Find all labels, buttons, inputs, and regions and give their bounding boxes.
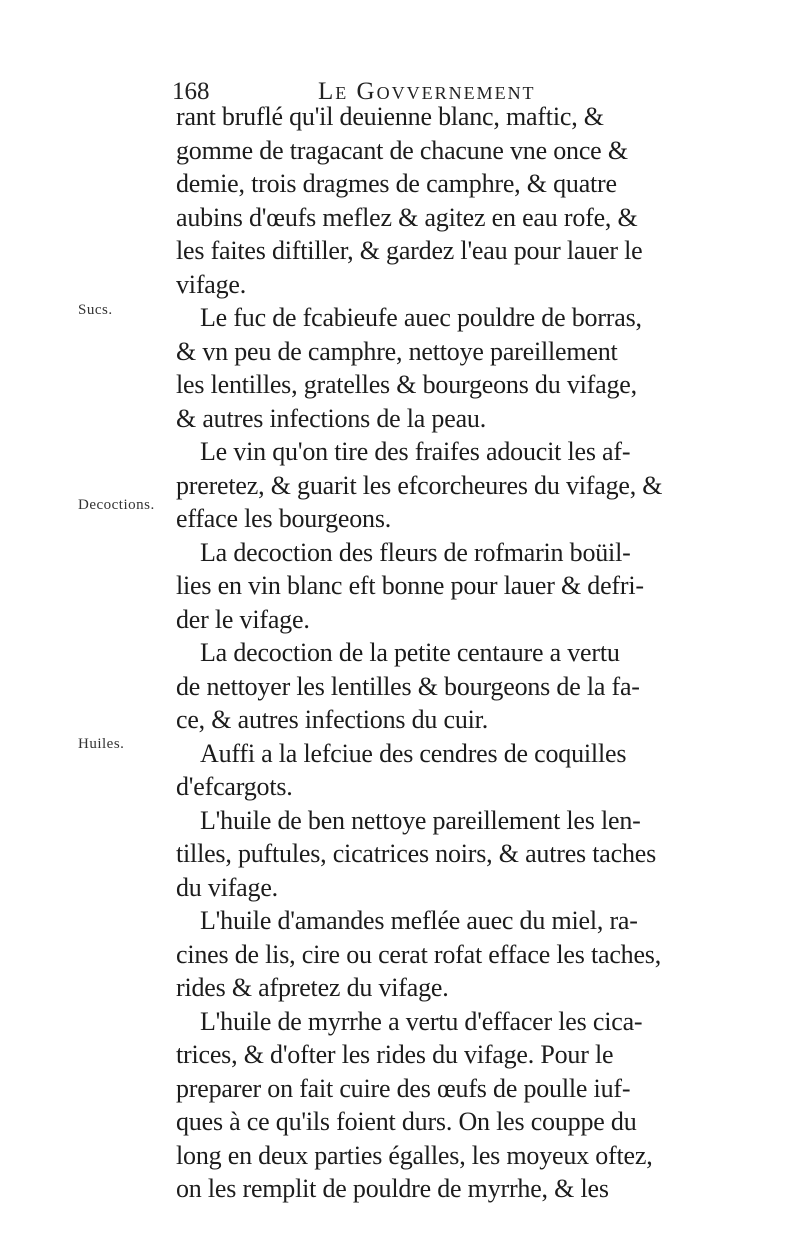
text-line: vifage. xyxy=(176,269,247,299)
margin-note-huiles: Huiles. xyxy=(78,736,125,752)
running-title: Le Govvernement xyxy=(318,78,536,105)
text-line: aubins d'œufs meflez & agitez en eau rofe, & xyxy=(176,202,638,232)
text-line: efface les bourgeons. xyxy=(176,504,392,533)
text-line: rant bruflé qu'il deuienne blanc, maftic, & xyxy=(176,102,604,131)
text-line: preretez, & guarit les efcorcheures du vifage, & xyxy=(176,470,663,500)
text-line: ques à ce qu'ils foient durs. On les couppe du xyxy=(176,1107,637,1136)
margin-note-sucs: Sucs. xyxy=(78,302,113,318)
text-line: on les remplit de pouldre de myrrhe, & les xyxy=(176,1174,609,1203)
text-line: les faites diftiller, & gardez l'eau pour lauer le xyxy=(176,236,643,265)
text-line: les lentilles, gratelles & bourgeons du vifage, xyxy=(176,370,637,399)
text-line: de nettoyer les lentilles & bourgeons de la fa- xyxy=(176,671,640,701)
text-line: Le vin qu'on tire des fraifes adoucit les af- xyxy=(200,437,631,466)
text-line: Le fuc de fcabieufe auec pouldre de borras, xyxy=(200,303,642,332)
text-line: Auffi a la lefciue des cendres de coquilles xyxy=(200,738,627,768)
body-text xyxy=(176,100,664,1206)
text-line: long en deux parties égalles, les moyeux oftez, xyxy=(176,1140,653,1170)
text-line: La decoction des fleurs de rofmarin boüil- xyxy=(200,537,631,567)
page-number: 168 xyxy=(172,78,210,105)
text-line: preparer on fait cuire des œufs de poulle iuf- xyxy=(176,1073,631,1103)
text-line: gomme de tragacant de chacune vne once & xyxy=(176,135,628,165)
text-line: La decoction de la petite centaure a vertu xyxy=(200,638,620,667)
text-line: du vifage. xyxy=(176,872,278,902)
text-line: & autres infections de la peau. xyxy=(176,403,487,433)
text-line: ce, & autres infections du cuir. xyxy=(176,705,488,734)
text-line: L'huile de ben nettoye pareillement les len- xyxy=(200,805,641,835)
text-line: lies en vin blanc eft bonne pour lauer & defri- xyxy=(176,571,644,600)
text-line: cines de lis, cire ou cerat rofat efface les taches, xyxy=(176,939,662,969)
text-line: tilles, puftules, cicatrices noirs, & autres taches xyxy=(176,839,657,868)
text-line: trices, & d'ofter les rides du vifage. Pour le xyxy=(176,1040,614,1069)
text-line: L'huile de myrrhe a vertu d'effacer les cica- xyxy=(200,1006,643,1036)
text-line: rides & afpretez du vifage. xyxy=(176,973,449,1002)
text-line: d'efcargots. xyxy=(176,772,293,801)
text-line: & vn peu de camphre, nettoye pareillement xyxy=(176,336,618,366)
margin-note-decoctions: Decoctions. xyxy=(78,497,155,513)
text-line: der le vifage. xyxy=(176,604,310,634)
text-line: demie, trois dragmes de camphre, & quatre xyxy=(176,169,617,198)
text-line: L'huile d'amandes meflée auec du miel, ra- xyxy=(200,906,638,935)
